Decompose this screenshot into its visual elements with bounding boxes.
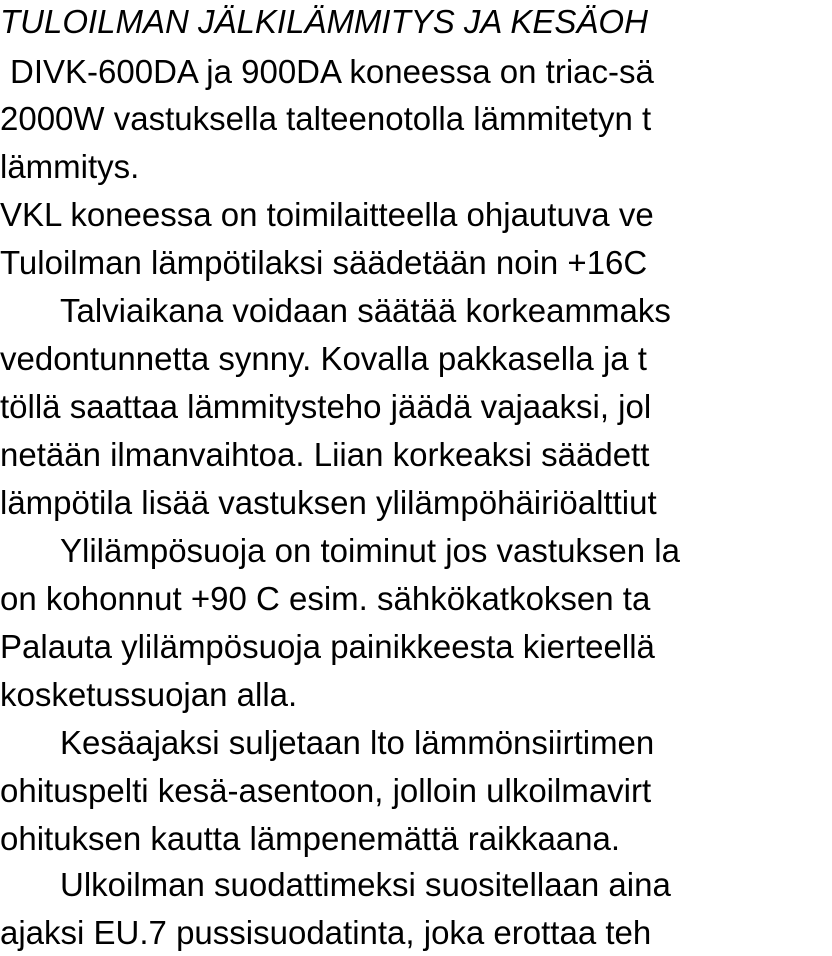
paragraph-line: netään ilmanvaihtoa. Liian korkeaksi säädett xyxy=(0,436,650,473)
paragraph-line: lämmitys. xyxy=(0,148,140,185)
paragraph-line: Ulkoilman suodattimeksi suositellaan aina xyxy=(60,866,671,903)
paragraph-line: lämpötila lisää vastuksen ylilämpöhäiriöalttiut xyxy=(0,484,657,521)
paragraph-line: ajaksi EU.7 pussisuodatinta, joka erottaa teh xyxy=(0,914,652,951)
paragraph-line: Kesäajaksi suljetaan lto lämmönsiirtimen xyxy=(60,724,655,761)
paragraph-line: on kohonnut +90 C esim. sähkökatkoksen ta xyxy=(0,580,651,617)
paragraph-line: vedontunnetta synny. Kovalla pakkasella ja t xyxy=(0,340,647,377)
paragraph-line: töllä saattaa lämmitysteho jäädä vajaaksi, jol xyxy=(0,388,652,425)
paragraph-line: Talviaikana voidaan säätää korkeammaks xyxy=(60,292,671,329)
document-title: TULOILMAN JÄLKILÄMMITYS JA KESÄOH xyxy=(0,3,648,40)
paragraph-line: kosketussuojan alla. xyxy=(0,676,298,713)
paragraph-line: DIVK-600DA ja 900DA koneessa on triac-sä xyxy=(10,53,654,90)
paragraph-line: Ylilämpösuoja on toiminut jos vastuksen la xyxy=(60,532,680,569)
paragraph-line: ohituspelti kesä-asentoon, jolloin ulkoilmavirt xyxy=(0,772,652,809)
paragraph-line: VKL koneessa on toimilaitteella ohjautuva ve xyxy=(0,196,654,233)
paragraph-line: 2000W vastuksella talteenotolla lämmitetyn t xyxy=(0,100,652,137)
paragraph-line: Palauta ylilämpösuoja painikkeesta kierteellä xyxy=(0,628,655,665)
paragraph-line: ohituksen kautta lämpenemättä raikkaana. xyxy=(0,820,621,857)
paragraph-line: Tuloilman lämpötilaksi säädetään noin +16C xyxy=(0,244,648,281)
